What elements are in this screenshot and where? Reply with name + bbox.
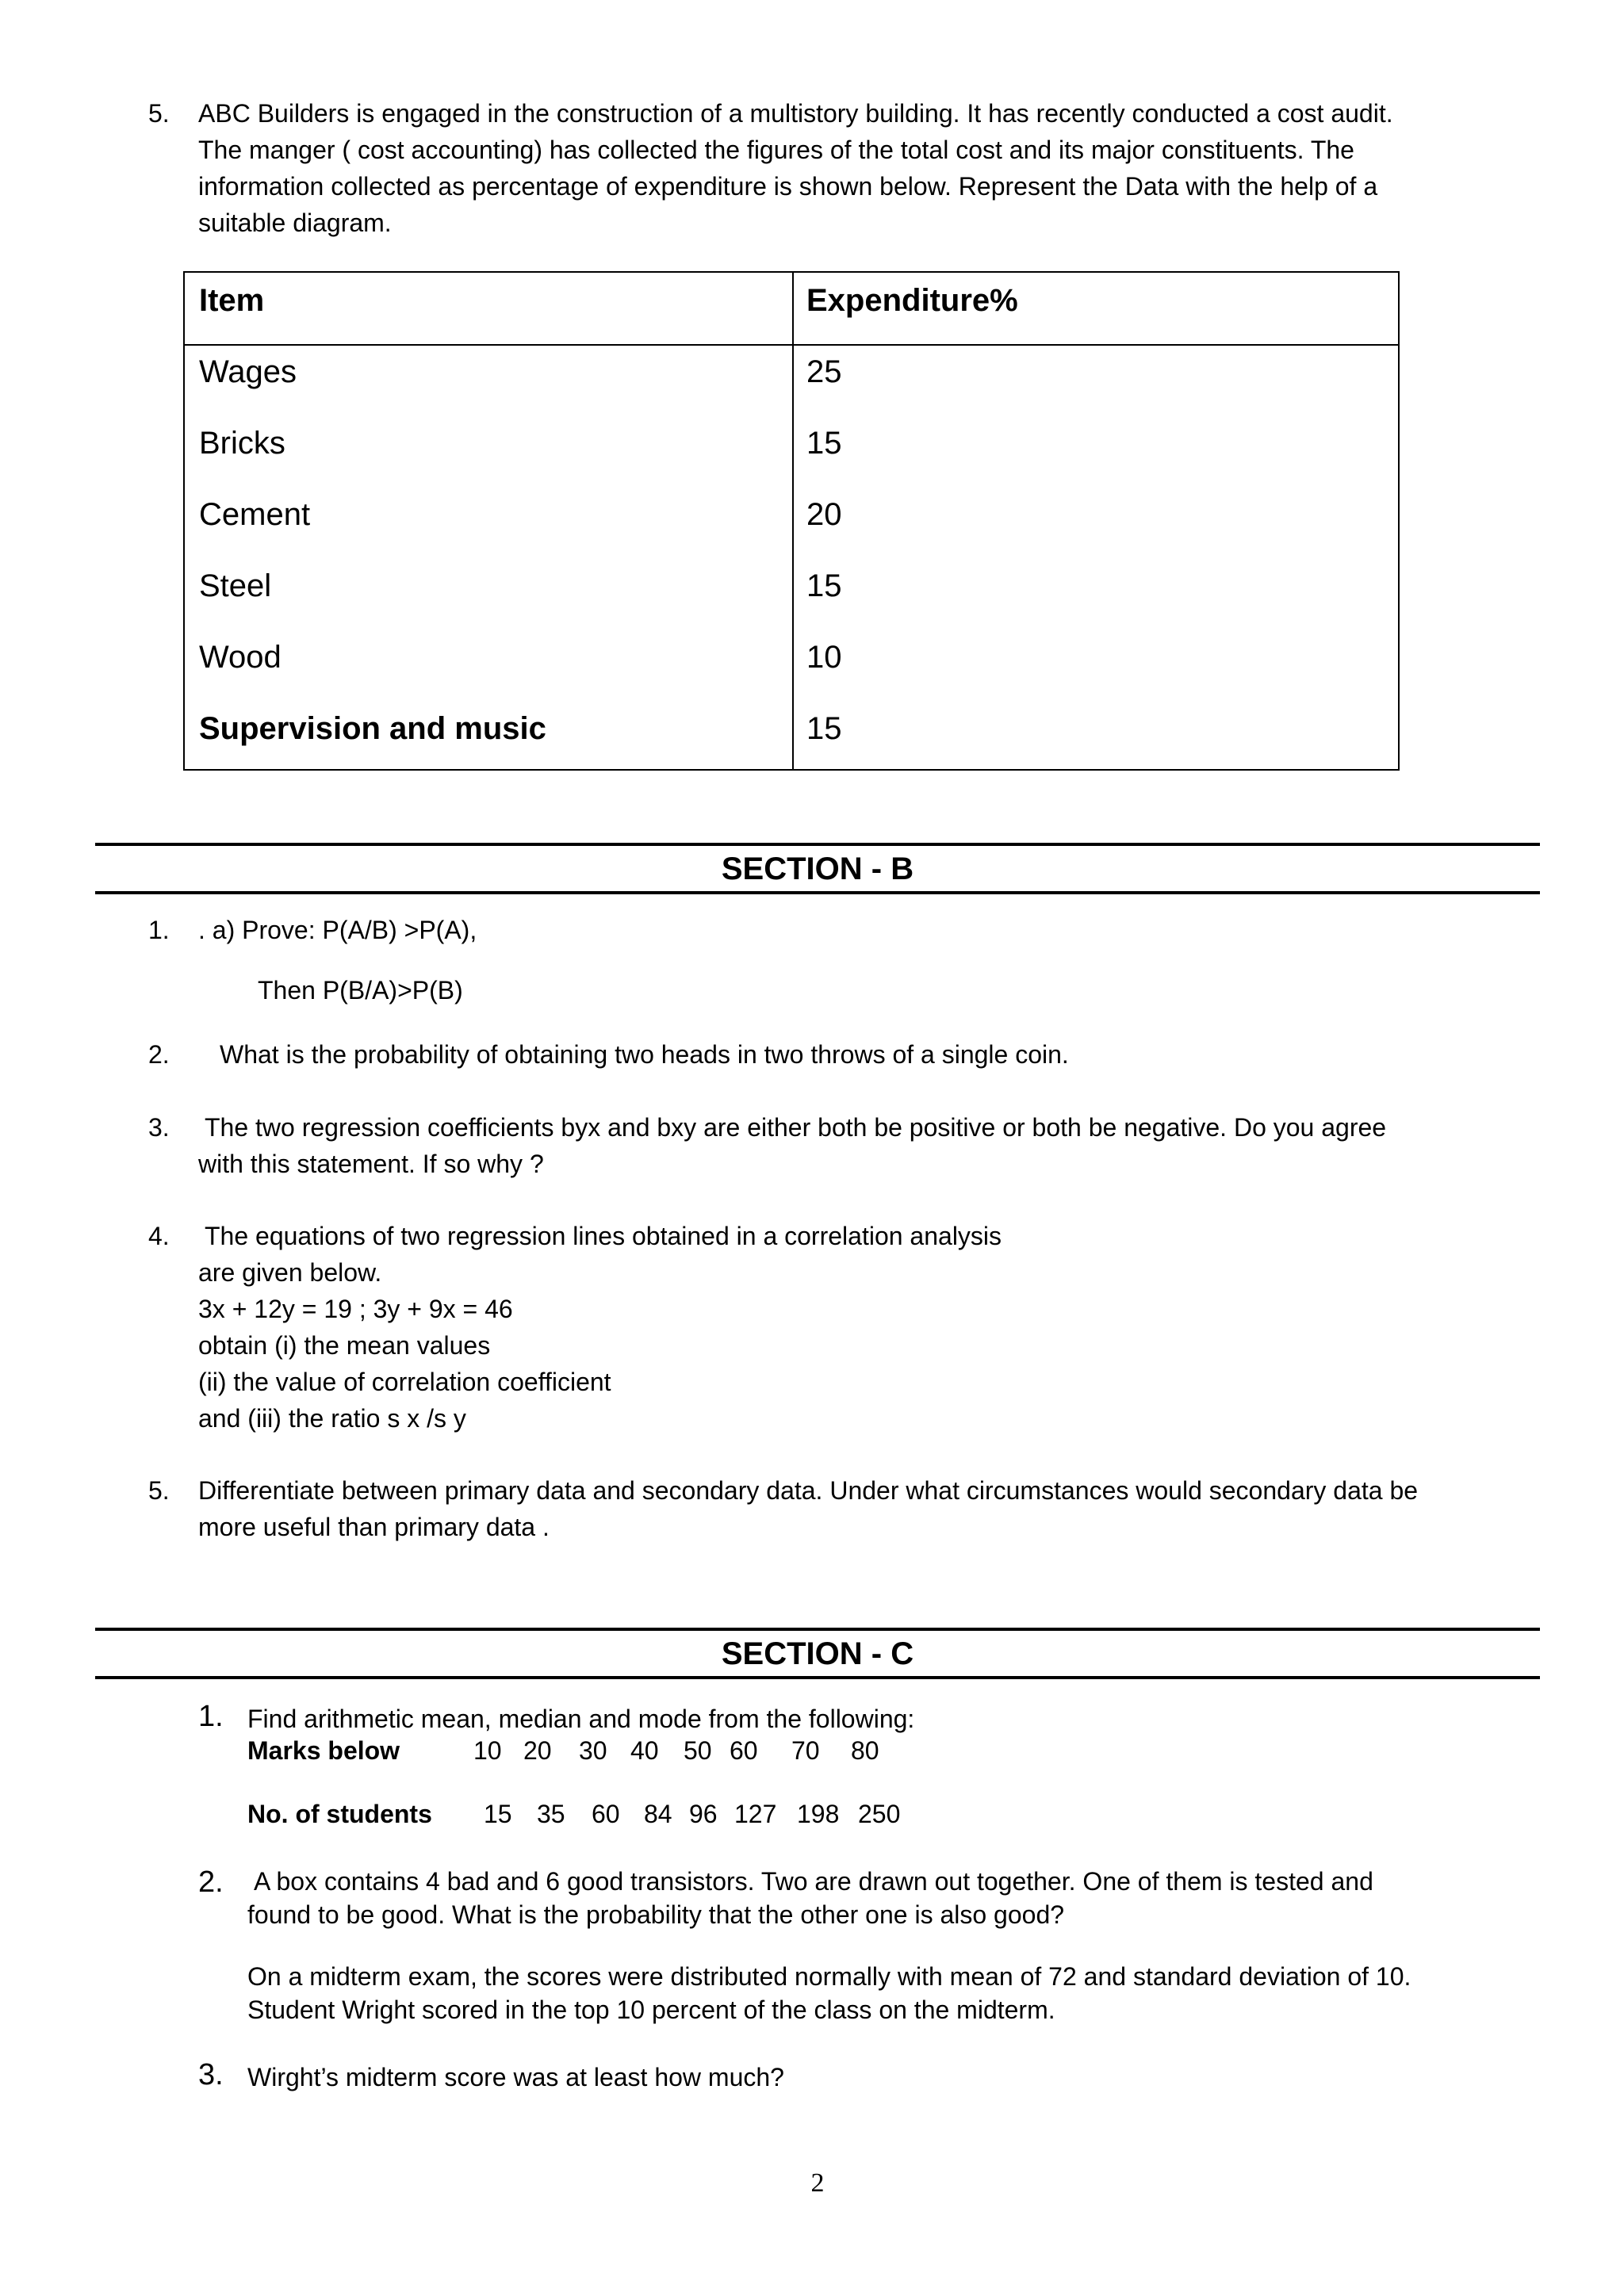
students-label: No. of students bbox=[247, 1800, 432, 1828]
question-number: 2. bbox=[198, 1866, 224, 1899]
section-rule bbox=[95, 891, 1540, 894]
question-text: Wirght’s midterm score was at least how much? bbox=[247, 2063, 784, 2091]
question-line: The manger ( cost accounting) has collected the figures of the total cost and its major constituents. The bbox=[198, 136, 1354, 164]
table-cell-item: Supervision and music bbox=[199, 711, 546, 746]
question-text: Then P(B/A)>P(B) bbox=[258, 976, 463, 1004]
students-value: 84 bbox=[644, 1800, 672, 1828]
table-cell-value: 15 bbox=[806, 711, 842, 746]
marks-value: 50 bbox=[684, 1736, 712, 1765]
table-cell-item: Steel bbox=[199, 568, 272, 603]
table-divider bbox=[792, 273, 794, 769]
table-cell-value: 10 bbox=[806, 640, 842, 675]
table-cell-value: 20 bbox=[806, 497, 842, 532]
question-line: with this statement. If so why ? bbox=[198, 1150, 544, 1178]
question-line: The equations of two regression lines obtained in a correlation analysis bbox=[205, 1222, 1002, 1250]
question-text bbox=[198, 95, 1562, 241]
question-number: 3. bbox=[198, 2058, 224, 2091]
question-paragraph bbox=[247, 1960, 1564, 2026]
students-value: 198 bbox=[797, 1800, 840, 1828]
marks-row bbox=[247, 1733, 400, 1768]
students-value: 250 bbox=[858, 1800, 901, 1828]
section-rule bbox=[95, 1676, 1540, 1679]
question-text bbox=[247, 1865, 1564, 1931]
table-header-expenditure: Expenditure% bbox=[806, 283, 1018, 318]
section-rule bbox=[95, 843, 1540, 846]
marks-value: 40 bbox=[630, 1736, 659, 1765]
table-divider bbox=[185, 344, 1398, 346]
table-cell-value: 15 bbox=[806, 568, 842, 603]
table-cell-item: Wood bbox=[199, 640, 282, 675]
marks-value: 70 bbox=[791, 1736, 820, 1765]
question-line: A box contains 4 bad and 6 good transistors. Two are drawn out together. One of them is tested and bbox=[254, 1867, 1373, 1896]
question-line: found to be good. What is the probability that the other one is also good? bbox=[247, 1900, 1065, 1929]
question-line: (ii) the value of correlation coefficient bbox=[198, 1368, 611, 1396]
question-text: Find arithmetic mean, median and mode from the following: bbox=[247, 1705, 915, 1733]
question-line: obtain (i) the mean values bbox=[198, 1331, 491, 1360]
section-c-title: SECTION - C bbox=[721, 1636, 914, 1671]
question-line: The two regression coefficients byx and bxy are either both be positive or both be negative. Do you agree bbox=[205, 1113, 1387, 1142]
table-cell-value: 25 bbox=[806, 354, 842, 389]
students-value: 60 bbox=[592, 1800, 620, 1828]
marks-value: 10 bbox=[473, 1736, 502, 1765]
question-number: 4. bbox=[148, 1222, 170, 1250]
marks-value: 20 bbox=[523, 1736, 552, 1765]
table-header-item: Item bbox=[199, 283, 265, 318]
question-number: 2. bbox=[148, 1040, 170, 1069]
students-value: 96 bbox=[689, 1800, 718, 1828]
section-rule bbox=[95, 1628, 1540, 1631]
table-cell-value: 15 bbox=[806, 426, 842, 461]
question-text: . a) Prove: P(A/B) >P(A), bbox=[198, 916, 477, 944]
marks-label: Marks below bbox=[247, 1736, 400, 1765]
question-number: 5. bbox=[148, 1476, 170, 1505]
question-line: are given below. bbox=[198, 1258, 382, 1287]
question-line: information collected as percentage of expenditure is shown below. Represent the Data with the help of a bbox=[198, 172, 1378, 201]
question-number: 1. bbox=[198, 1700, 224, 1733]
marks-value: 60 bbox=[730, 1736, 758, 1765]
students-value: 127 bbox=[734, 1800, 777, 1828]
question-text: What is the probability of obtaining two heads in two throws of a single coin. bbox=[220, 1040, 1069, 1069]
question-number: 1. bbox=[148, 916, 170, 944]
section-b-title: SECTION - B bbox=[721, 851, 914, 886]
students-value: 35 bbox=[537, 1800, 565, 1828]
marks-value: 80 bbox=[851, 1736, 879, 1765]
question-line: 3x + 12y = 19 ; 3y + 9x = 46 bbox=[198, 1295, 513, 1323]
question-text bbox=[198, 1472, 1562, 1545]
table-cell-item: Cement bbox=[199, 497, 311, 532]
paragraph-line: Student Wright scored in the top 10 percent of the class on the midterm. bbox=[247, 1996, 1055, 2024]
students-row bbox=[247, 1797, 432, 1831]
question-text bbox=[198, 1218, 1562, 1437]
question-line: more useful than primary data . bbox=[198, 1513, 550, 1541]
paragraph-line: On a midterm exam, the scores were distributed normally with mean of 72 and standard deviation of 10. bbox=[247, 1962, 1411, 1991]
page-number: 2 bbox=[810, 2168, 825, 2198]
question-line: and (iii) the ratio s x /s y bbox=[198, 1404, 466, 1433]
question-number: 5. bbox=[148, 99, 170, 128]
table-cell-item: Wages bbox=[199, 354, 297, 389]
question-line: suitable diagram. bbox=[198, 209, 392, 237]
question-line: ABC Builders is engaged in the construction of a multistory building. It has recently conducted a cost audit. bbox=[198, 99, 1393, 128]
question-line: Differentiate between primary data and secondary data. Under what circumstances would secondary data be bbox=[198, 1476, 1419, 1505]
question-text bbox=[198, 1109, 1562, 1182]
expenditure-table bbox=[183, 271, 1400, 771]
question-number: 3. bbox=[148, 1113, 170, 1142]
table-cell-item: Bricks bbox=[199, 426, 285, 461]
students-value: 15 bbox=[484, 1800, 512, 1828]
marks-value: 30 bbox=[579, 1736, 607, 1765]
